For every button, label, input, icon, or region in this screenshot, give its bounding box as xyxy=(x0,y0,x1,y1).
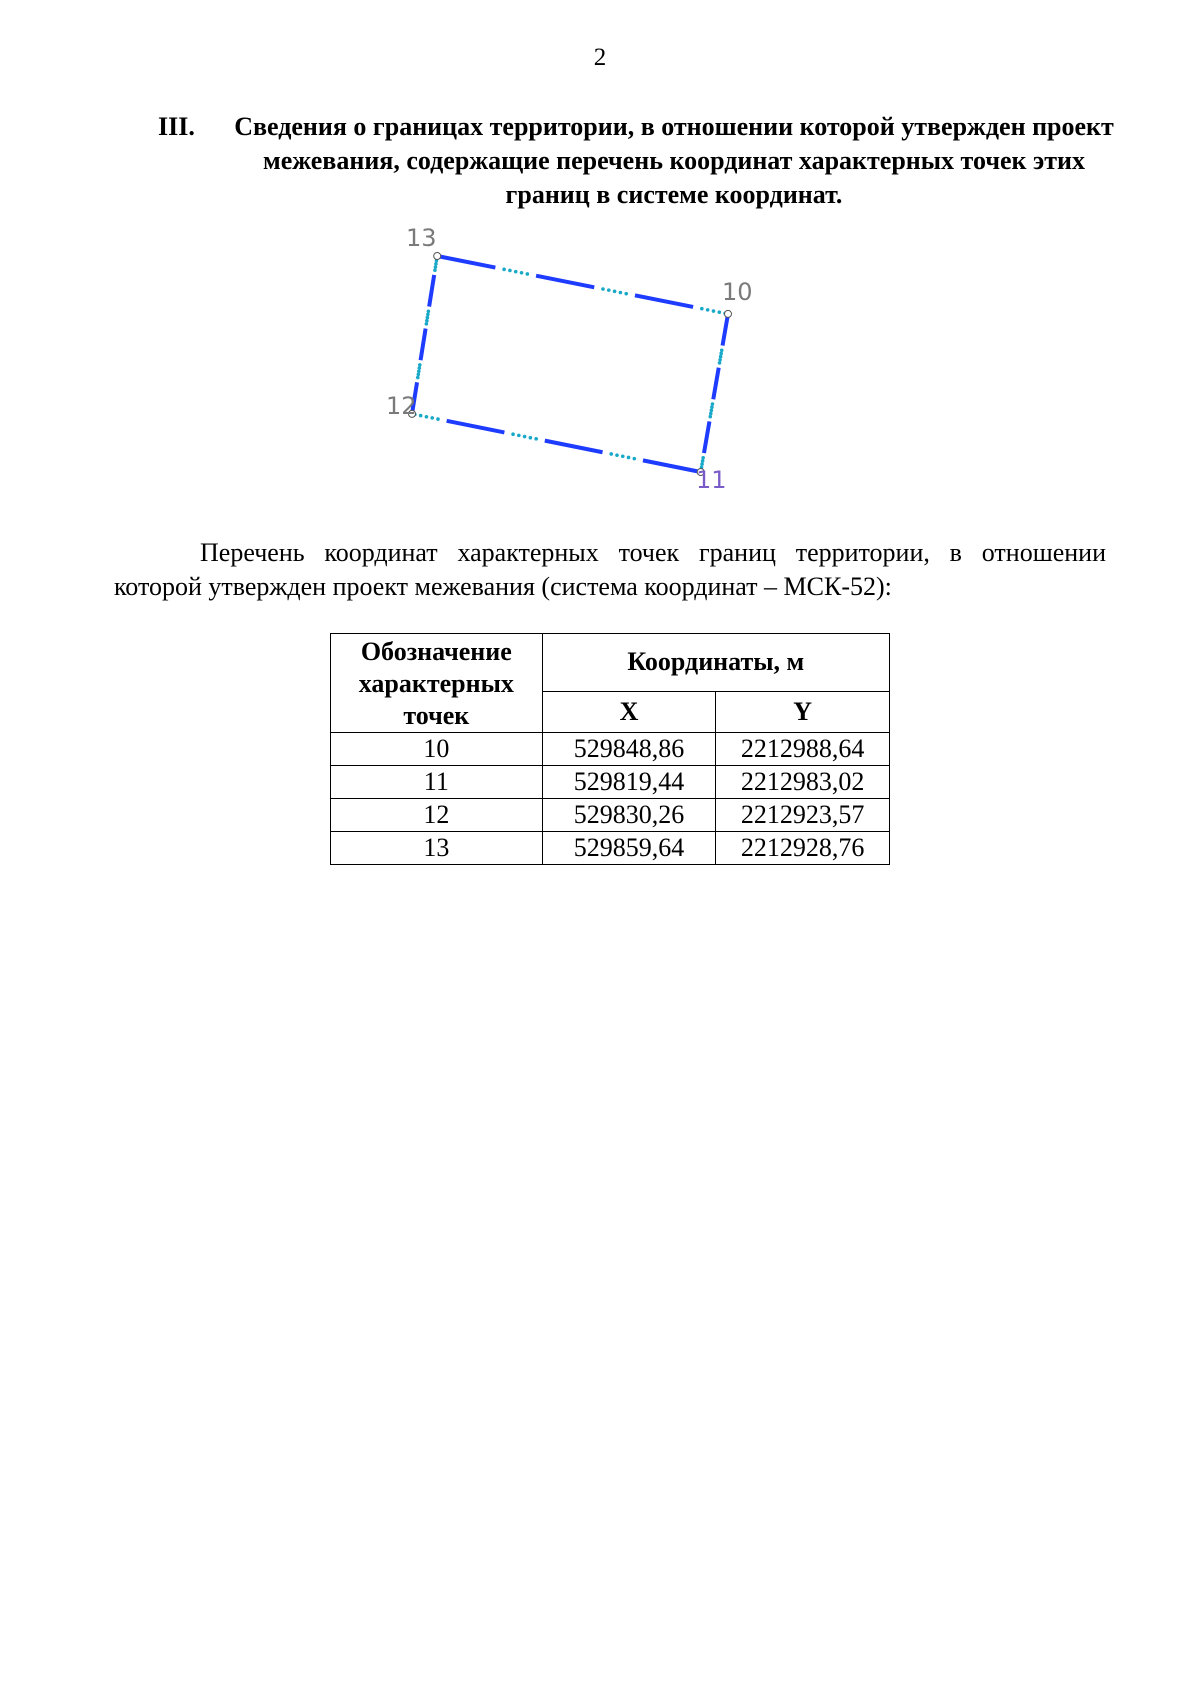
boundary-dot xyxy=(434,262,438,266)
boundary-dot xyxy=(418,366,422,370)
boundary-diagram xyxy=(380,220,840,510)
boundary-dot xyxy=(717,310,721,314)
boundary-dot xyxy=(720,348,724,352)
boundary-dot xyxy=(613,290,617,294)
boundary-dash xyxy=(635,295,693,307)
boundary-dot xyxy=(511,432,515,436)
cell-point: 11 xyxy=(331,766,543,799)
boundary-dash xyxy=(723,314,728,346)
boundary-vertices xyxy=(409,253,732,476)
boundary-dash xyxy=(643,460,701,472)
boundary-dot xyxy=(719,355,723,359)
boundary-dot xyxy=(709,412,713,416)
boundary-edges xyxy=(412,256,728,472)
cell-y: 2212983,02 xyxy=(716,766,890,799)
point-label-11: 11 xyxy=(696,466,727,494)
cell-y: 2212923,57 xyxy=(716,799,890,832)
table-row xyxy=(331,766,890,799)
boundary-dot xyxy=(607,288,611,292)
point-label-13: 13 xyxy=(406,224,437,252)
boundary-dot xyxy=(700,307,704,311)
point-label-12: 12 xyxy=(386,392,417,420)
section-numeral: III. xyxy=(158,112,195,141)
table-row xyxy=(331,832,890,865)
page-number: 2 xyxy=(593,44,607,71)
boundary-dash xyxy=(713,368,718,400)
boundary-dot xyxy=(517,434,521,438)
boundary-dot xyxy=(425,415,429,419)
boundary-dot xyxy=(701,459,705,463)
boundary-dot xyxy=(425,319,429,323)
boundary-dot xyxy=(710,409,714,413)
point-label-10: 10 xyxy=(722,278,753,306)
boundary-dot xyxy=(711,402,715,406)
boundary-dot xyxy=(434,265,438,269)
cell-point: 12 xyxy=(331,799,543,832)
cell-x: 529848,86 xyxy=(542,733,716,766)
section-title: Сведения о границах территории, в отношении которой утвержден проект межевания, содержащие перечень координат характерных точек этих границ в системе координат. xyxy=(234,112,1114,209)
boundary-dot xyxy=(708,415,712,419)
boundary-vertex-13 xyxy=(434,253,441,260)
section-heading xyxy=(158,110,1118,212)
boundary-dot xyxy=(502,268,506,272)
boundary-dot xyxy=(624,292,628,296)
boundary-dot xyxy=(719,352,723,356)
boundary-dot xyxy=(417,373,421,377)
boundary-dot xyxy=(627,456,631,460)
boundary-dot xyxy=(534,437,538,441)
boundary-dot xyxy=(526,272,530,276)
boundary-dot xyxy=(701,456,705,460)
coordinates-intro: Перечень координат характерных точек границ территории, в отношении которой утвержден проект межевания (система координат – МСК-52): xyxy=(114,538,1106,601)
boundary-vertex-10 xyxy=(725,310,732,317)
cell-y: 2212928,76 xyxy=(716,832,890,865)
boundary-dash xyxy=(447,421,505,433)
boundary-point-labels xyxy=(386,224,753,494)
table-row xyxy=(331,799,890,832)
boundary-dot xyxy=(710,405,714,409)
cell-point: 10 xyxy=(331,733,543,766)
boundary-dot xyxy=(601,287,605,291)
boundary-dash xyxy=(704,421,709,453)
boundary-dot xyxy=(419,414,423,418)
boundary-dot xyxy=(514,270,518,274)
header-y: Y xyxy=(716,691,890,732)
boundary-dash xyxy=(536,276,594,288)
header-coordinates: Координаты, м xyxy=(542,634,889,692)
boundary-dot xyxy=(529,436,533,440)
header-x: X xyxy=(542,691,716,732)
cell-point: 13 xyxy=(331,832,543,865)
boundary-dot xyxy=(520,271,524,275)
boundary-dot xyxy=(417,369,421,373)
boundary-dot xyxy=(633,457,637,461)
boundary-dot xyxy=(712,309,716,313)
boundary-dash xyxy=(421,329,426,361)
boundary-dot xyxy=(425,322,429,326)
boundary-dash xyxy=(545,441,603,453)
boundary-dot xyxy=(523,435,527,439)
header-point-designation: Обозначение характерных точек xyxy=(331,634,543,733)
boundary-dot xyxy=(615,453,619,457)
boundary-dot xyxy=(718,358,722,362)
boundary-dot xyxy=(427,309,431,313)
boundary-dot xyxy=(621,455,625,459)
boundary-dot xyxy=(706,308,710,312)
boundary-dash xyxy=(429,275,434,307)
boundary-dot xyxy=(433,268,437,272)
boundary-dot xyxy=(619,291,623,295)
cell-x: 529830,26 xyxy=(542,799,716,832)
boundary-dash xyxy=(437,256,495,268)
boundary-dot xyxy=(418,363,422,367)
boundary-dot xyxy=(436,417,440,421)
boundary-dot xyxy=(430,416,434,420)
boundary-dot xyxy=(426,313,430,317)
boundary-dot xyxy=(508,269,512,273)
boundary-dot xyxy=(416,376,420,380)
cell-x: 529859,64 xyxy=(542,832,716,865)
cell-y: 2212988,64 xyxy=(716,733,890,766)
boundary-dot xyxy=(609,452,613,456)
coordinates-table xyxy=(330,633,890,865)
boundary-dot xyxy=(718,361,722,365)
boundary-dot xyxy=(426,316,430,320)
table-row xyxy=(331,733,890,766)
cell-x: 529819,44 xyxy=(542,766,716,799)
